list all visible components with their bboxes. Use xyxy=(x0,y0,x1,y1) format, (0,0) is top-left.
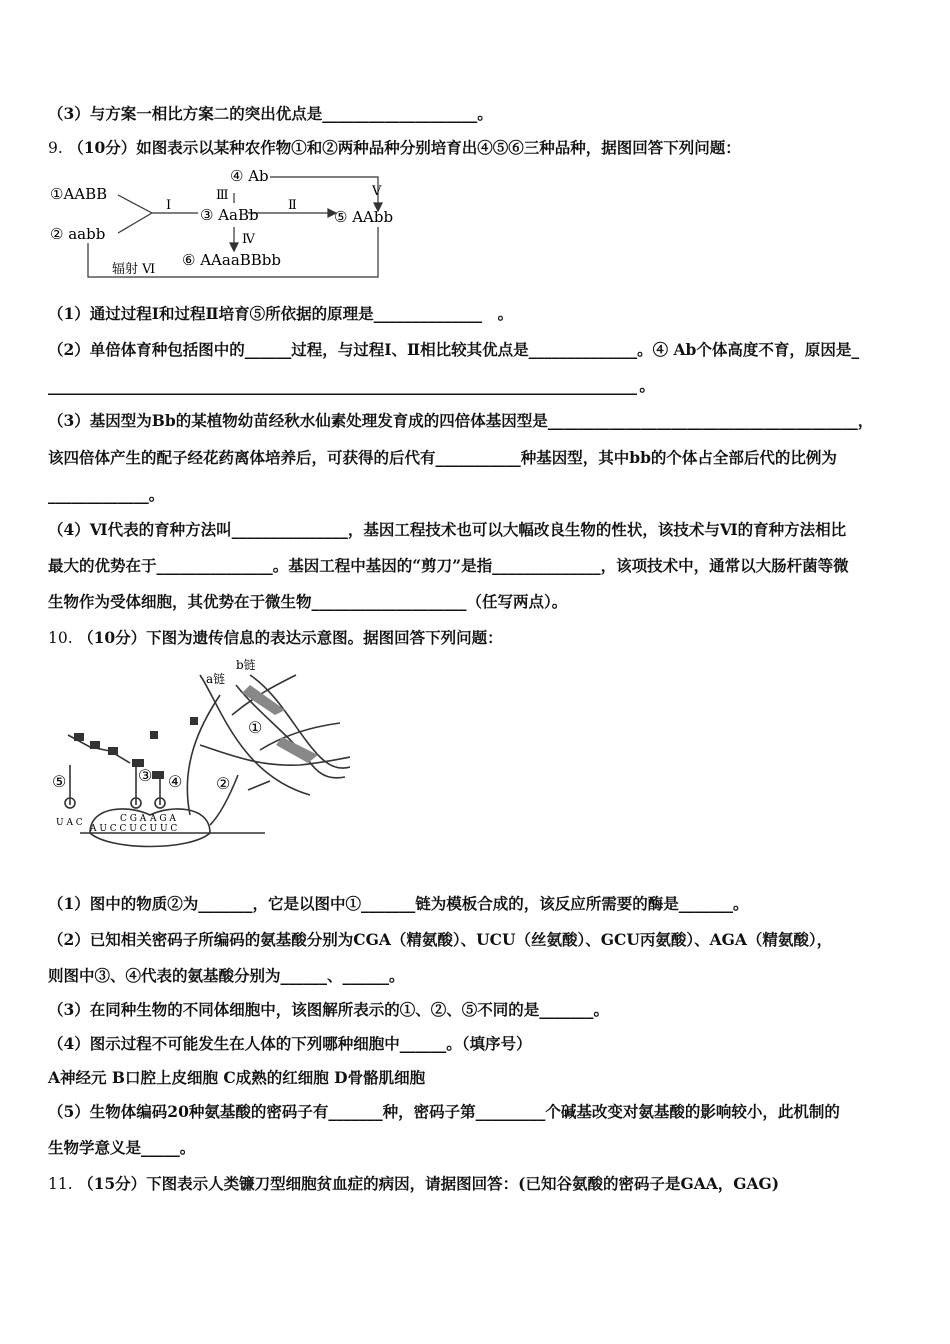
node-4: ④ Ab xyxy=(230,167,269,185)
anticodon-3: C G A xyxy=(120,814,147,824)
q11-number: 11. xyxy=(48,1175,73,1193)
node-6: ⑥ AAaaBBbb xyxy=(182,251,282,269)
q10-2b: 则图中③、④代表的氨基酸分别为______、______。 xyxy=(48,966,405,985)
process-6: 辐射 Ⅵ xyxy=(112,262,156,277)
breeding-diagram xyxy=(48,165,408,285)
mrna-sequence: A U C C U C U U C xyxy=(90,824,178,834)
q10-options: A神经元 B口腔上皮细胞 C成熟的红细胞 D骨骼肌细胞 xyxy=(48,1068,426,1087)
process-4: Ⅳ xyxy=(242,232,255,247)
q9-header xyxy=(48,137,741,159)
q10-text: （10分）下图为遗传信息的表达示意图。据图回答下列问题： xyxy=(78,628,503,647)
marker-4: ④ xyxy=(168,772,183,791)
label-b-strand: b链 xyxy=(236,658,256,672)
q10-5a: （5）生物体编码20种氨基酸的密码子有_______种，密码子第_________个碱基改变对氨基酸的影响较小，此机制的 xyxy=(48,1102,840,1121)
q9-3b: 该四倍体产生的配子经花药离体培养后，可获得的后代有___________种基因型，其中bb的个体占全部后代的比例为 xyxy=(48,448,837,467)
q9-4a: （4）Ⅵ代表的育种方法叫_______________，基因工程技术也可以大幅改良生物的性状，该技术与Ⅵ的育种方法相比 xyxy=(48,520,847,539)
q9-2b: ______________________________________________________________________________________________ 。 xyxy=(48,376,654,395)
q11-text: （15分）下图表示人类镰刀型细胞贫血症的病因，请据图回答：(已知谷氨酸的密码子是GAA，GAG) xyxy=(78,1174,780,1193)
process-1: Ⅰ xyxy=(166,198,172,213)
q9-4c: 生物作为受体细胞，其优势在于微生物____________________（任写两点）。 xyxy=(48,592,568,611)
q9-number: 9. xyxy=(48,139,63,157)
process-5: Ⅴ xyxy=(372,184,382,199)
q10-2a: （2）已知相关密码子所编码的氨基酸分别为CGA（精氨酸）、UCU（丝氨酸）、GCU丙氨酸）、AGA（精氨酸）， xyxy=(48,930,833,949)
marker-2: ② xyxy=(216,774,231,793)
q8-3: （3）与方案一相比方案二的突出优点是____________________。 xyxy=(48,104,493,123)
q9-3c: _____________。 xyxy=(48,485,165,504)
q10-4: （4）图示过程不可能发生在人体的下列哪种细胞中______。（填序号） xyxy=(48,1034,532,1053)
q9-text: （10分）如图表示以某种农作物①和②两种品种分别培育出④⑤⑥三种品种，据图回答下列问题： xyxy=(68,138,741,157)
gene-expression-diagram xyxy=(50,655,350,855)
q10-header xyxy=(48,627,503,649)
node-3: ③ AaBb xyxy=(200,206,259,224)
process-2: Ⅱ xyxy=(288,198,297,213)
q10-number: 10. xyxy=(48,629,73,647)
label-a-strand: a链 xyxy=(206,672,226,686)
q11-header xyxy=(48,1173,779,1195)
node-1: ①AABB xyxy=(50,185,108,203)
q9-1: （1）通过过程Ⅰ和过程Ⅱ培育⑤所依据的原理是______________ 。 xyxy=(48,304,514,323)
q9-3a: （3）基因型为Bb的某植物幼苗经秋水仙素处理发育成的四倍体基因型是________________________________________， xyxy=(48,411,874,430)
q10-1: （1）图中的物质②为_______，它是以图中①_______链为模板合成的，该反应所需要的酶是_______。 xyxy=(48,894,749,913)
q9-2a: （2）单倍体育种包括图中的______过程，与过程Ⅰ、Ⅱ相比较其优点是______________。④ Ab个体高度不育，原因是_ xyxy=(48,340,860,359)
marker-5: ⑤ xyxy=(52,772,67,791)
marker-3: ③ xyxy=(138,766,153,785)
node-2: ② aabb xyxy=(50,225,106,243)
q10-5b: 生物学意义是_____。 xyxy=(48,1138,196,1157)
process-3: Ⅲ xyxy=(216,188,229,203)
anticodon-5: U A C xyxy=(56,818,83,828)
marker-1: ① xyxy=(248,718,263,737)
q10-3: （3）在同种生物的不同体细胞中，该图解所表示的①、②、⑤不同的是_______。 xyxy=(48,1000,610,1019)
anticodon-4: A G A xyxy=(150,814,176,824)
q9-4b: 最大的优势在于_______________。基因工程中基因的“剪刀”是指______________，该项技术中，通常以大肠杆菌等微 xyxy=(48,556,849,575)
node-5: ⑤ AAbb xyxy=(334,208,394,226)
